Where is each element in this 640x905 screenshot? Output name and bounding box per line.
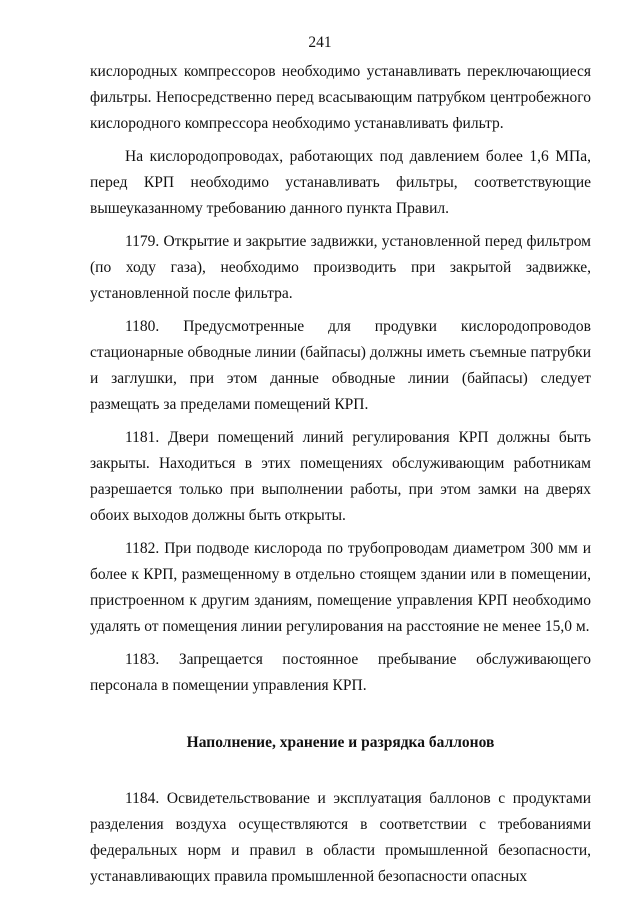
paragraph-1183: 1183. Запрещается постоянное пребывание обслуживающего персонала в помещении управления КРП. bbox=[90, 651, 591, 694]
document-body bbox=[90, 59, 591, 890]
paragraph-1179: 1179. Открытие и закрытие задвижки, установленной перед фильтром (по ходу газа), необходимо производить при закрытой задвижке, установленной после фильтра. bbox=[90, 233, 591, 302]
paragraph-1180: 1180. Предусмотренные для продувки кислородопроводов стационарные обводные линии (байпасы) должны иметь съемные патрубки и заглушки, при этом данные обводные линии (байпасы) следует размещать за пределами помещений КРП. bbox=[90, 318, 591, 413]
section-heading: Наполнение, хранение и разрядка баллонов bbox=[186, 734, 495, 751]
page-number: 241 bbox=[308, 34, 332, 51]
paragraph-1182: 1182. При подводе кислорода по трубопроводам диаметром 300 мм и более к КРП, размещенному в отдельно стоящем здании или в помещении, пристроенном к другим зданиям, помещение управления КРП необходимо удалять от помещения линии регулирования на расстояние не менее 15,0 м. bbox=[90, 540, 591, 635]
paragraph-1181: 1181. Двери помещений линий регулирования КРП должны быть закрыты. Находиться в этих помещениях обслуживающим работникам разрешается только при выполнении работы, при этом замки на дверях обоих выходов должны быть открыты. bbox=[90, 429, 591, 524]
paragraph-filters-pressure: На кислородопроводах, работающих под давлением более 1,6 МПа, перед КРП необходимо устанавливать фильтры, соответствующие вышеуказанному требованию данного пункта Правил. bbox=[90, 148, 591, 217]
paragraph-1184: 1184. Освидетельствование и эксплуатация баллонов с продуктами разделения воздуха осуществляются в соответствии с требованиями федеральных норм и правил в области промышленной безопасности, устанавливающих правила промышленной безопасности опасных bbox=[90, 790, 591, 885]
paragraph-continuation: кислородных компрессоров необходимо устанавливать переключающиеся фильтры. Непосредственно перед всасывающим патрубком центробежного кислородного компрессора необходимо устанавливать фильтр. bbox=[90, 63, 591, 132]
